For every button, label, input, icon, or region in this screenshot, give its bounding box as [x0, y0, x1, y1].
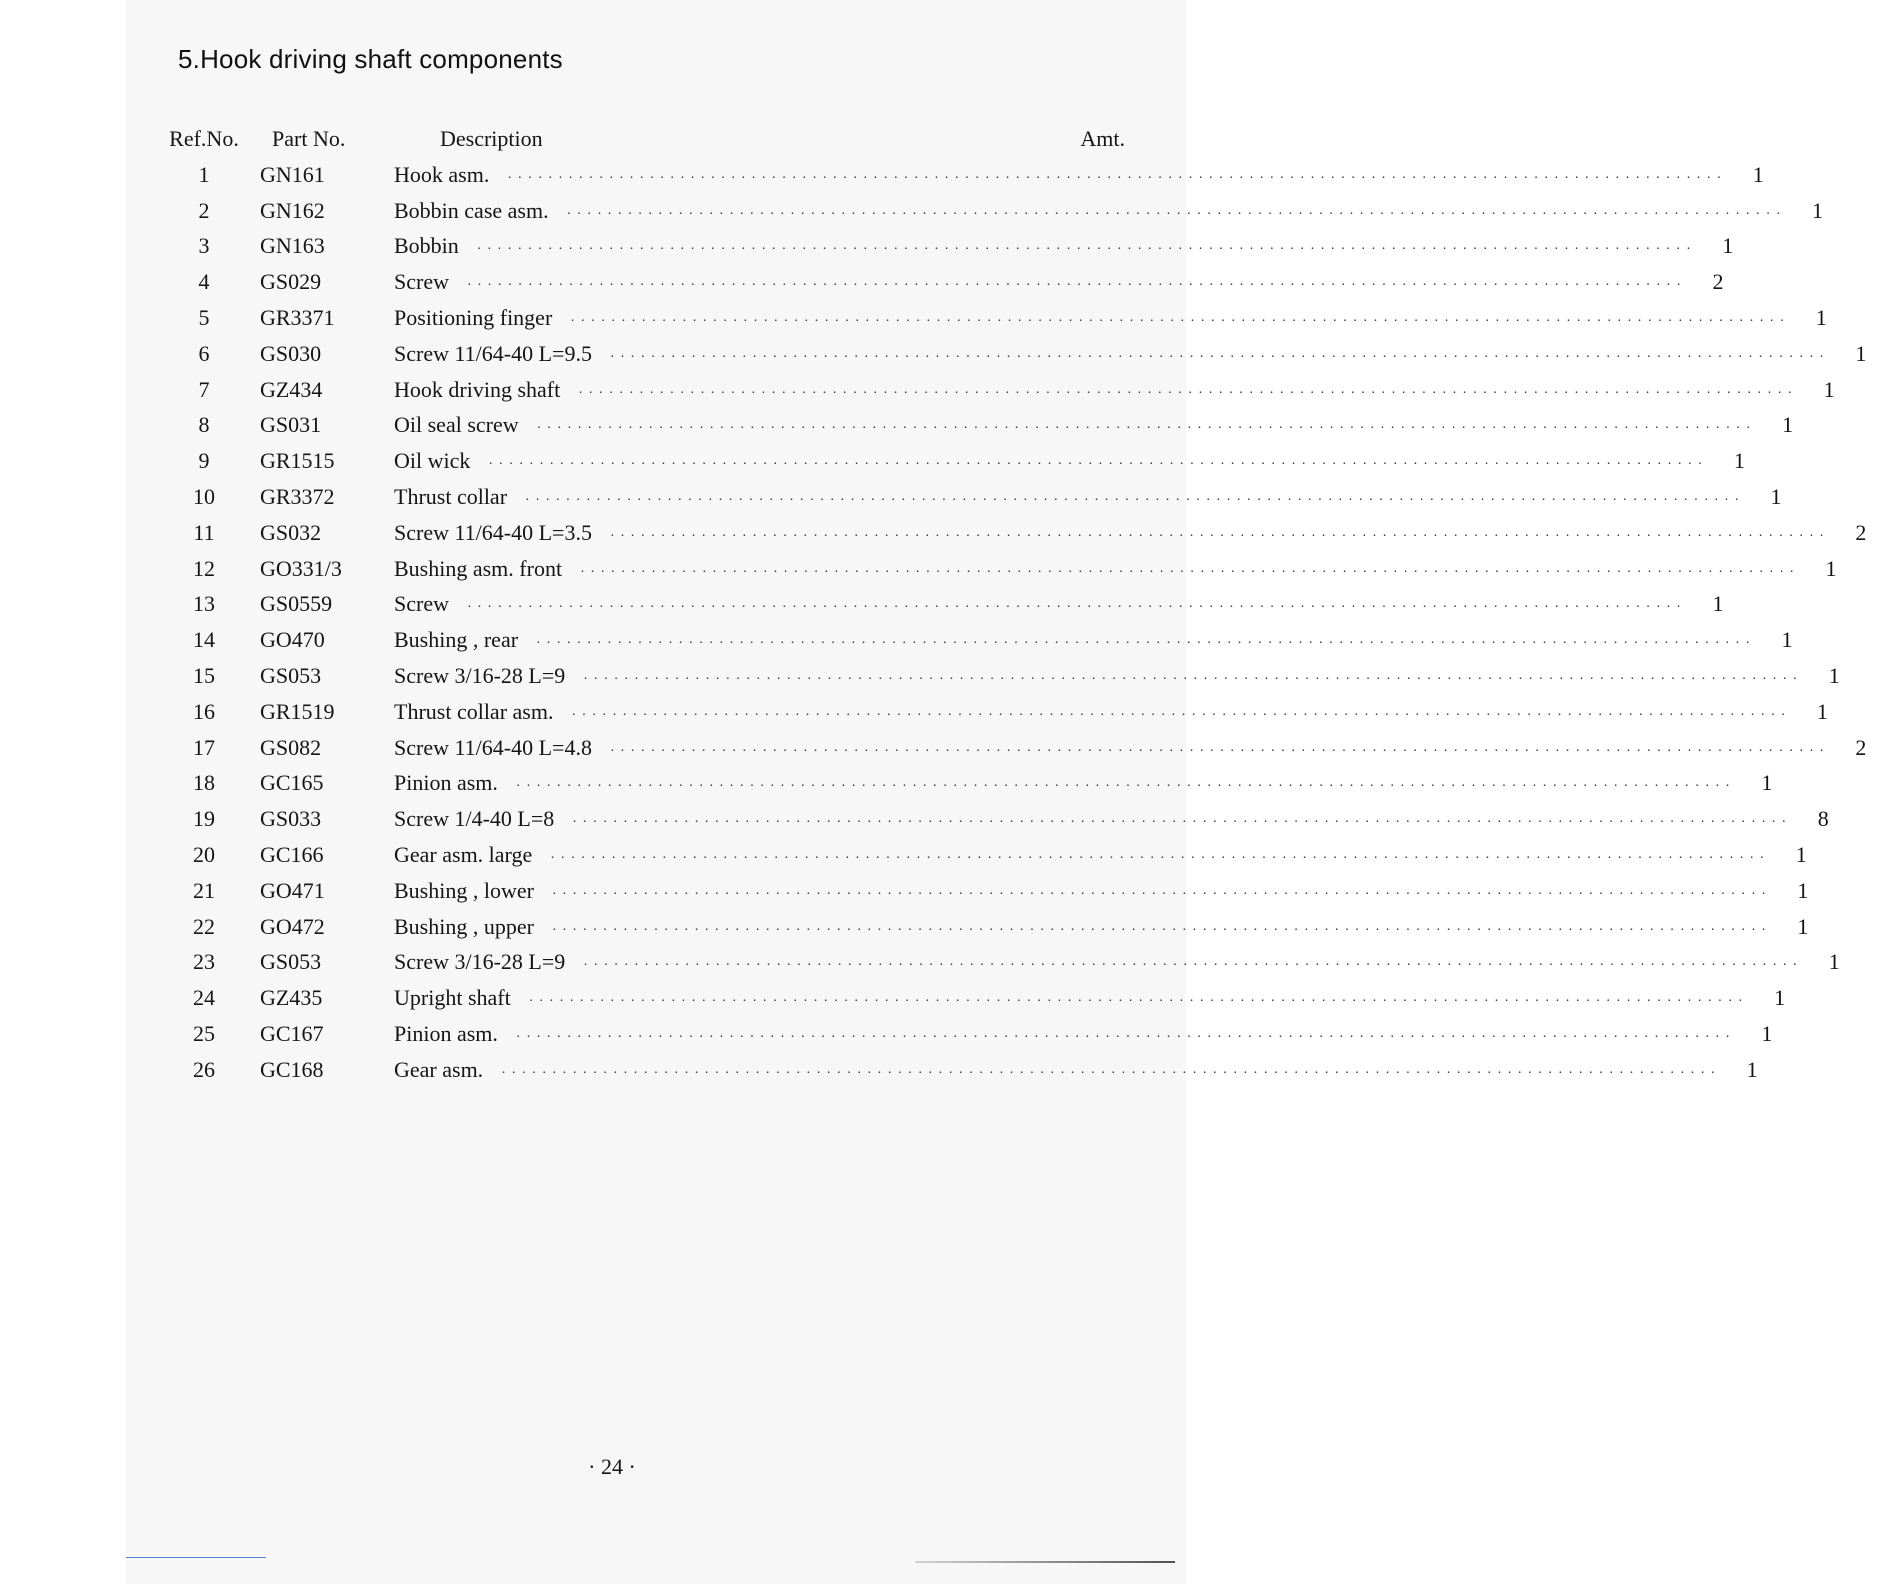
ref-no-cell: 25: [193, 1020, 215, 1046]
parts-table: [160, 121, 1867, 1088]
part-no-cell: GN163: [260, 233, 325, 259]
dot-leader: · · · · · · · · · · · · · · · · · · · · · · · · · · · · · · · · · · · · · · · · · · · · · · · · · · · · · · · · · · · · · · · · · · · · · · · · · · · · · · · · · · · · · · · · · · · · · · · · · · · · · · · · · · · · · · · · · · · · · · · ·: [571, 707, 1787, 723]
description-cell: [394, 515, 1839, 551]
description-text: Oil wick: [394, 448, 471, 474]
part-no-cell: GZ434: [260, 376, 323, 402]
table-row: [160, 622, 1793, 658]
dot-leader: · · · · · · · · · · · · · · · · · · · · · · · · · · · · · · · · · · · · · · · · · · · · · · · · · · · · · · · · · · · · · · · · · · · · · · · · · · · · · · · · · · · · · · · · · · · · · · · · · · · · · · · · · · · · · · · · · · · · · · · ·: [578, 385, 1794, 401]
dot-leader: · · · · · · · · · · · · · · · · · · · · · · · · · · · · · · · · · · · · · · · · · · · · · · · · · · · · · · · · · · · · · · · · · · · · · · · · · · · · · · · · · · · · · · · · · · · · · · · · · · · · · · · · · · · · · · · · · · · · · · · ·: [488, 457, 1704, 473]
part-no-cell: GS053: [260, 949, 322, 975]
part-no-cell: GN162: [260, 197, 325, 223]
table-row: [160, 228, 1734, 264]
amount-cell: 1: [1770, 483, 1782, 509]
part-no-cell: GN161: [260, 161, 325, 187]
dot-leader: · · · · · · · · · · · · · · · · · · · · · · · · · · · · · · · · · · · · · · · · · · · · · · · · · · · · · · · · · · · · · · · · · · · · · · · · · · · · · · · · · · · · · · · · · · · · · · · · · · · · · · · · · · · · · · · · · · · · · · · ·: [551, 922, 1767, 938]
ref-no-cell: 9: [198, 448, 210, 474]
amount-cell: 1: [1795, 841, 1807, 867]
table-row: [160, 515, 1867, 551]
description-text: Gear asm.: [394, 1056, 484, 1082]
description-text: Screw: [394, 591, 449, 617]
description-cell: [394, 694, 1800, 730]
table-row: [160, 157, 1764, 193]
dot-leader: · · · · · · · · · · · · · · · · · · · · · · · · · · · · · · · · · · · · · · · · · · · · · · · · · · · · · · · · · · · · · · · · · · · · · · · · · · · · · · · · · · · · · · · · · · · · · · · · · · · · · · · · · · · · · · · · · · · · · · · ·: [609, 528, 1825, 544]
description-cell: [394, 551, 1809, 587]
amount-cell: 2: [1712, 269, 1724, 295]
table-row: [160, 837, 1807, 873]
description-text: Screw: [394, 269, 449, 295]
ref-no-cell: 3: [198, 233, 210, 259]
description-cell: [394, 443, 1717, 479]
amount-cell: 2: [1855, 519, 1867, 545]
ref-no-cell: 5: [198, 304, 210, 330]
dot-leader: · · · · · · · · · · · · · · · · · · · · · · · · · · · · · · · · · · · · · · · · · · · · · · · · · · · · · · · · · · · · · · · · · · · · · · · · · · · · · · · · · · · · · · · · · · · · · · · · · · · · · · · · · · · · · · · · · · · · · · · ·: [476, 242, 1692, 258]
table-row: [160, 980, 1786, 1016]
description-text: Thrust collar: [394, 483, 508, 509]
description-cell: [394, 765, 1745, 801]
description-text: Bobbin case asm.: [394, 197, 549, 223]
dot-leader: · · · · · · · · · · · · · · · · · · · · · · · · · · · · · · · · · · · · · · · · · · · · · · · · · · · · · · · · · · · · · · · · · · · · · · · · · · · · · · · · · · · · · · · · · · · · · · · · · · · · · · · · · · · · · · · · · · · · · · · ·: [550, 850, 1766, 866]
description-cell: [394, 157, 1736, 193]
description-cell: [394, 658, 1812, 694]
part-no-cell: GC167: [260, 1020, 324, 1046]
part-no-cell: GR1519: [260, 698, 335, 724]
header-amount: Amt.: [1080, 126, 1125, 151]
amount-cell: 1: [1761, 1020, 1773, 1046]
dot-leader: · · · · · · · · · · · · · · · · · · · · · · · · · · · · · · · · · · · · · · · · · · · · · · · · · · · · · · · · · · · · · · · · · · · · · · · · · · · · · · · · · · · · · · · · · · · · · · · · · · · · · · · · · · · · · · · · · · · · · · · ·: [572, 815, 1788, 831]
description-cell: [394, 1052, 1730, 1088]
description-cell: [394, 622, 1765, 658]
description-text: Bushing asm. front: [394, 555, 563, 581]
ref-no-cell: 19: [193, 806, 215, 832]
table-row: [160, 765, 1773, 801]
part-no-cell: GS029: [260, 269, 322, 295]
description-text: Hook asm.: [394, 161, 490, 187]
description-cell: [394, 909, 1781, 945]
table-row: [160, 443, 1745, 479]
amount-cell: 1: [1812, 197, 1824, 223]
amount-cell: 1: [1823, 376, 1835, 402]
table-row: [160, 1016, 1773, 1052]
description-cell: [394, 407, 1766, 443]
table-row: [160, 658, 1840, 694]
amount-cell: 1: [1797, 877, 1809, 903]
dot-leader: · · · · · · · · · · · · · · · · · · · · · · · · · · · · · · · · · · · · · · · · · · · · · · · · · · · · · · · · · · · · · · · · · · · · · · · · · · · · · · · · · · · · · · · · · · · · · · · · · · · · · · · · · · · · · · · · · · · · · · · ·: [515, 1029, 1731, 1045]
amount-cell: 1: [1761, 770, 1773, 796]
description-text: Thrust collar asm.: [394, 698, 554, 724]
description-text: Screw 11/64-40 L=4.8: [394, 734, 592, 760]
ref-no-cell: 23: [193, 949, 215, 975]
table-row: [160, 336, 1867, 372]
page-number: · 24 ·: [588, 1454, 636, 1479]
dot-leader: · · · · · · · · · · · · · · · · · · · · · · · · · · · · · · · · · · · · · · · · · · · · · · · · · · · · · · · · · · · · · · · · · · · · · · · · · · · · · · · · · · · · · · · · · · · · · · · · · · · · · · · · · · · · · · · · · · · · · · · ·: [525, 492, 1740, 508]
dot-leader: · · · · · · · · · · · · · · · · · · · · · · · · · · · · · · · · · · · · · · · · · · · · · · · · · · · · · · · · · · · · · · · · · · · · · · · · · · · · · · · · · · · · · · · · · · · · · · · · · · · · · · · · · · · · · · · · · · · · · · · ·: [551, 886, 1767, 902]
dot-leader: · · · · · · · · · · · · · · · · · · · · · · · · · · · · · · · · · · · · · · · · · · · · · · · · · · · · · · · · · · · · · · · · · · · · · · · · · · · · · · · · · · · · · · · · · · · · · · · · · · · · · · · · · · · · · · · · · · · · · · · ·: [580, 564, 1796, 580]
part-no-cell: GO331/3: [260, 555, 342, 581]
scan-artifact-line: [126, 1557, 266, 1558]
ref-no-cell: 24: [193, 985, 215, 1011]
description-text: Upright shaft: [394, 985, 511, 1011]
ref-no-cell: 18: [193, 770, 215, 796]
table-body: [160, 157, 1867, 1088]
ref-no-cell: 4: [198, 269, 210, 295]
part-no-cell: GS082: [260, 734, 322, 760]
part-no-cell: GS053: [260, 662, 322, 688]
part-no-cell: GC168: [260, 1056, 324, 1082]
ref-no-cell: 2: [198, 197, 210, 223]
table-row: [160, 193, 1824, 229]
description-text: Gear asm. large: [394, 841, 533, 867]
description-text: Pinion asm.: [394, 770, 498, 796]
description-cell: [394, 1016, 1745, 1052]
description-cell: [394, 372, 1807, 408]
amount-cell: 1: [1781, 627, 1793, 653]
amount-cell: 1: [1733, 448, 1745, 474]
description-text: Positioning finger: [394, 304, 553, 330]
dot-leader: · · · · · · · · · · · · · · · · · · · · · · · · · · · · · · · · · · · · · · · · · · · · · · · · · · · · · · · · · · · · · · · · · · · · · · · · · · · · · · · · · · · · · · · · · · · · · · · · · · · · · · · · · · · · · · · · · · · · · · · ·: [570, 313, 1786, 329]
amount-cell: 1: [1722, 233, 1734, 259]
table-row: [160, 372, 1835, 408]
amount-cell: 1: [1828, 662, 1840, 688]
part-no-cell: GC166: [260, 841, 324, 867]
amount-cell: 1: [1815, 304, 1827, 330]
description-text: Bushing , rear: [394, 627, 519, 653]
ref-no-cell: 7: [198, 376, 210, 402]
part-no-cell: GS032: [260, 519, 322, 545]
ref-no-cell: 15: [193, 662, 215, 688]
ref-no-cell: 11: [193, 519, 215, 545]
ref-no-cell: 6: [198, 340, 210, 366]
amount-cell: 1: [1746, 1056, 1758, 1082]
description-cell: [394, 336, 1839, 372]
dot-leader: · · · · · · · · · · · · · · · · · · · · · · · · · · · · · · · · · · · · · · · · · · · · · · · · · · · · · · · · · · · · · · · · · · · · · · · · · · · · · · · · · · · · · · · · · · · · · · · · · · · · · · · · · · · · · · · · · · · · · · · ·: [566, 206, 1782, 222]
amount-cell: 1: [1797, 913, 1809, 939]
part-no-cell: GO471: [260, 877, 325, 903]
table-row: [160, 873, 1809, 909]
table-row: [160, 586, 1724, 622]
amount-cell: 1: [1825, 555, 1837, 581]
ref-no-cell: 8: [198, 412, 210, 438]
table-row: [160, 909, 1809, 945]
ref-no-cell: 14: [193, 627, 215, 653]
description-cell: [394, 980, 1758, 1016]
header-description-label: Description: [440, 126, 543, 151]
description-cell: [394, 228, 1706, 264]
dot-leader: · · · · · · · · · · · · · · · · · · · · · · · · · · · · · · · · · · · · · · · · · · · · · · · · · · · · · · · · · · · · · · · · · · · · · · · · · · · · · · · · · · · · · · · · · · · · · · · · · · · · · · · · · · · · · · · · · · · · · · · ·: [466, 278, 1682, 294]
table-row: [160, 730, 1867, 766]
ref-no-cell: 10: [193, 483, 215, 509]
amount-cell: 1: [1816, 698, 1828, 724]
dot-leader: · · · · · · · · · · · · · · · · · · · · · · · · · · · · · · · · · · · · · · · · · · · · · · · · · · · · · · · · · · · · · · · · · · · · · · · · · · · · · · · · · · · · · · · · · · · · · · · · · · · · · · · · · · · · · · · · · · · · · · · ·: [515, 779, 1731, 795]
description-cell: [394, 944, 1812, 980]
dot-leader: · · · · · · · · · · · · · · · · · · · · · · · · · · · · · · · · · · · · · · · · · · · · · · · · · · · · · · · · · · · · · · · · · · · · · · · · · · · · · · · · · · · · · · · · · · · · · · · · · · · · · · · · · · · · · · · · · · · · · · · ·: [536, 421, 1752, 437]
description-cell: [394, 730, 1839, 766]
table-row: [160, 551, 1837, 587]
description-text: Bushing , upper: [394, 913, 534, 939]
amount-cell: 1: [1828, 949, 1840, 975]
table-row: [160, 1052, 1758, 1088]
description-cell: [394, 837, 1779, 873]
scan-artifact-line: [915, 1561, 1175, 1563]
table-row: [160, 944, 1840, 980]
description-text: Bobbin: [394, 233, 459, 259]
description-text: Screw 11/64-40 L=9.5: [394, 340, 592, 366]
amount-cell: 1: [1712, 591, 1724, 617]
description-cell: [394, 801, 1801, 837]
amount-cell: 1: [1855, 340, 1867, 366]
description-text: Oil seal screw: [394, 412, 519, 438]
part-no-cell: GR3371: [260, 304, 335, 330]
description-cell: [394, 586, 1696, 622]
ref-no-cell: 1: [198, 161, 210, 187]
description-text: Bushing , lower: [394, 877, 534, 903]
description-text: Screw 1/4-40 L=8: [394, 806, 555, 832]
ref-no-cell: 12: [193, 555, 215, 581]
dot-leader: · · · · · · · · · · · · · · · · · · · · · · · · · · · · · · · · · · · · · · · · · · · · · · · · · · · · · · · · · · · · · · · · · · · · · · · · · · · · · · · · · · · · · · · · · · · · · · · · · · · · · · · · · · · · · · · · · · · · · · · ·: [609, 743, 1825, 759]
part-no-cell: GS031: [260, 412, 322, 438]
table-row: [160, 300, 1827, 336]
amount-cell: 1: [1782, 412, 1794, 438]
description-text: Screw 3/16-28 L=9: [394, 949, 566, 975]
description-cell: [394, 300, 1799, 336]
ref-no-cell: 13: [193, 591, 215, 617]
header-ref-no: Ref.No.: [169, 126, 239, 151]
table-row: [160, 801, 1829, 837]
part-no-cell: GR1515: [260, 448, 335, 474]
ref-no-cell: 20: [193, 841, 215, 867]
header-part-no: Part No.: [272, 126, 346, 151]
section-title: 5.Hook driving shaft components: [178, 44, 563, 74]
ref-no-cell: 16: [193, 698, 215, 724]
description-text: Screw 3/16-28 L=9: [394, 662, 566, 688]
dot-leader: · · · · · · · · · · · · · · · · · · · · · · · · · · · · · · · · · · · · · · · · · · · · · · · · · · · · · · · · · · · · · · · · · · · · · · · · · · · · · · · · · · · · · · · · · · · · · · · · · · · · · · · · · · · · · · · · · · · · · · · ·: [507, 170, 1723, 186]
table-row: [160, 407, 1794, 443]
ref-no-cell: 21: [193, 877, 215, 903]
description-cell: [394, 193, 1796, 229]
ref-no-cell: 17: [193, 734, 215, 760]
description-text: Pinion asm.: [394, 1020, 498, 1046]
part-no-cell: GO472: [260, 913, 325, 939]
dot-leader: · · · · · · · · · · · · · · · · · · · · · · · · · · · · · · · · · · · · · · · · · · · · · · · · · · · · · · · · · · · · · · · · · · · · · · · · · · · · · · · · · · · · · · · · · · · · · · · · · · · · · · · · · · · · · · · · · · · · · · · ·: [501, 1065, 1717, 1081]
dot-leader: · · · · · · · · · · · · · · · · · · · · · · · · · · · · · · · · · · · · · · · · · · · · · · · · · · · · · · · · · · · · · · · · · · · · · · · · · · · · · · · · · · · · · · · · · · · · · · · · · · · · · · · · · · · · · · · · · · · · · · · ·: [536, 636, 1751, 652]
dot-leader: · · · · · · · · · · · · · · · · · · · · · · · · · · · · · · · · · · · · · · · · · · · · · · · · · · · · · · · · · · · · · · · · · · · · · · · · · · · · · · · · · · · · · · · · · · · · · · · · · · · · · · · · · · · · · · · · · · · · · · · ·: [609, 349, 1825, 365]
part-no-cell: GS033: [260, 806, 322, 832]
ref-no-cell: 22: [193, 913, 215, 939]
amount-cell: 1: [1774, 985, 1786, 1011]
header-description: [394, 121, 1065, 157]
table-header-row: [160, 121, 1125, 157]
description-cell: [394, 479, 1754, 515]
dot-leader: · · · · · · · · · · · · · · · · · · · · · · · · · · · · · · · · · · · · · · · · · · · · · · · · · · · · · · · · · · · · · · · · · · · · · · · · · · · · · · · · · · · · · · · · · · · · · · · · · · · · · · · · · · · · · · · · · · · · · · · ·: [583, 671, 1799, 687]
table-row: [160, 264, 1724, 300]
part-no-cell: GS0559: [260, 591, 333, 617]
ref-no-cell: 26: [193, 1056, 215, 1082]
amount-cell: 1: [1752, 161, 1764, 187]
part-no-cell: GR3372: [260, 483, 335, 509]
part-no-cell: GZ435: [260, 985, 323, 1011]
description-cell: [394, 873, 1781, 909]
table-row: [160, 479, 1782, 515]
dot-leader: · · · · · · · · · · · · · · · · · · · · · · · · · · · · · · · · · · · · · · · · · · · · · · · · · · · · · · · · · · · · · · · · · · · · · · · · · · · · · · · · · · · · · · · · · · · · · · · · · · · · · · · · · · · · · · · · · · · · · · · ·: [466, 600, 1682, 616]
part-no-cell: GS030: [260, 340, 322, 366]
description-cell: [394, 264, 1696, 300]
description-text: Hook driving shaft: [394, 376, 561, 402]
part-no-cell: GO470: [260, 627, 325, 653]
description-text: Screw 11/64-40 L=3.5: [394, 519, 592, 545]
amount-cell: 8: [1817, 806, 1829, 832]
dot-leader: · · · · · · · · · · · · · · · · · · · · · · · · · · · · · · · · · · · · · · · · · · · · · · · · · · · · · · · · · · · · · · · · · · · · · · · · · · · · · · · · · · · · · · · · · · · · · · · · · · · · · · · · · · · · · · · · · · · · · · · ·: [583, 958, 1799, 974]
table-row: [160, 694, 1828, 730]
dot-leader: · · · · · · · · · · · · · · · · · · · · · · · · · · · · · · · · · · · · · · · · · · · · · · · · · · · · · · · · · · · · · · · · · · · · · · · · · · · · · · · · · · · · · · · · · · · · · · · · · · · · · · · · · · · · · · · · · · · · · · · ·: [528, 994, 1744, 1010]
amount-cell: 2: [1855, 734, 1867, 760]
part-no-cell: GC165: [260, 770, 324, 796]
